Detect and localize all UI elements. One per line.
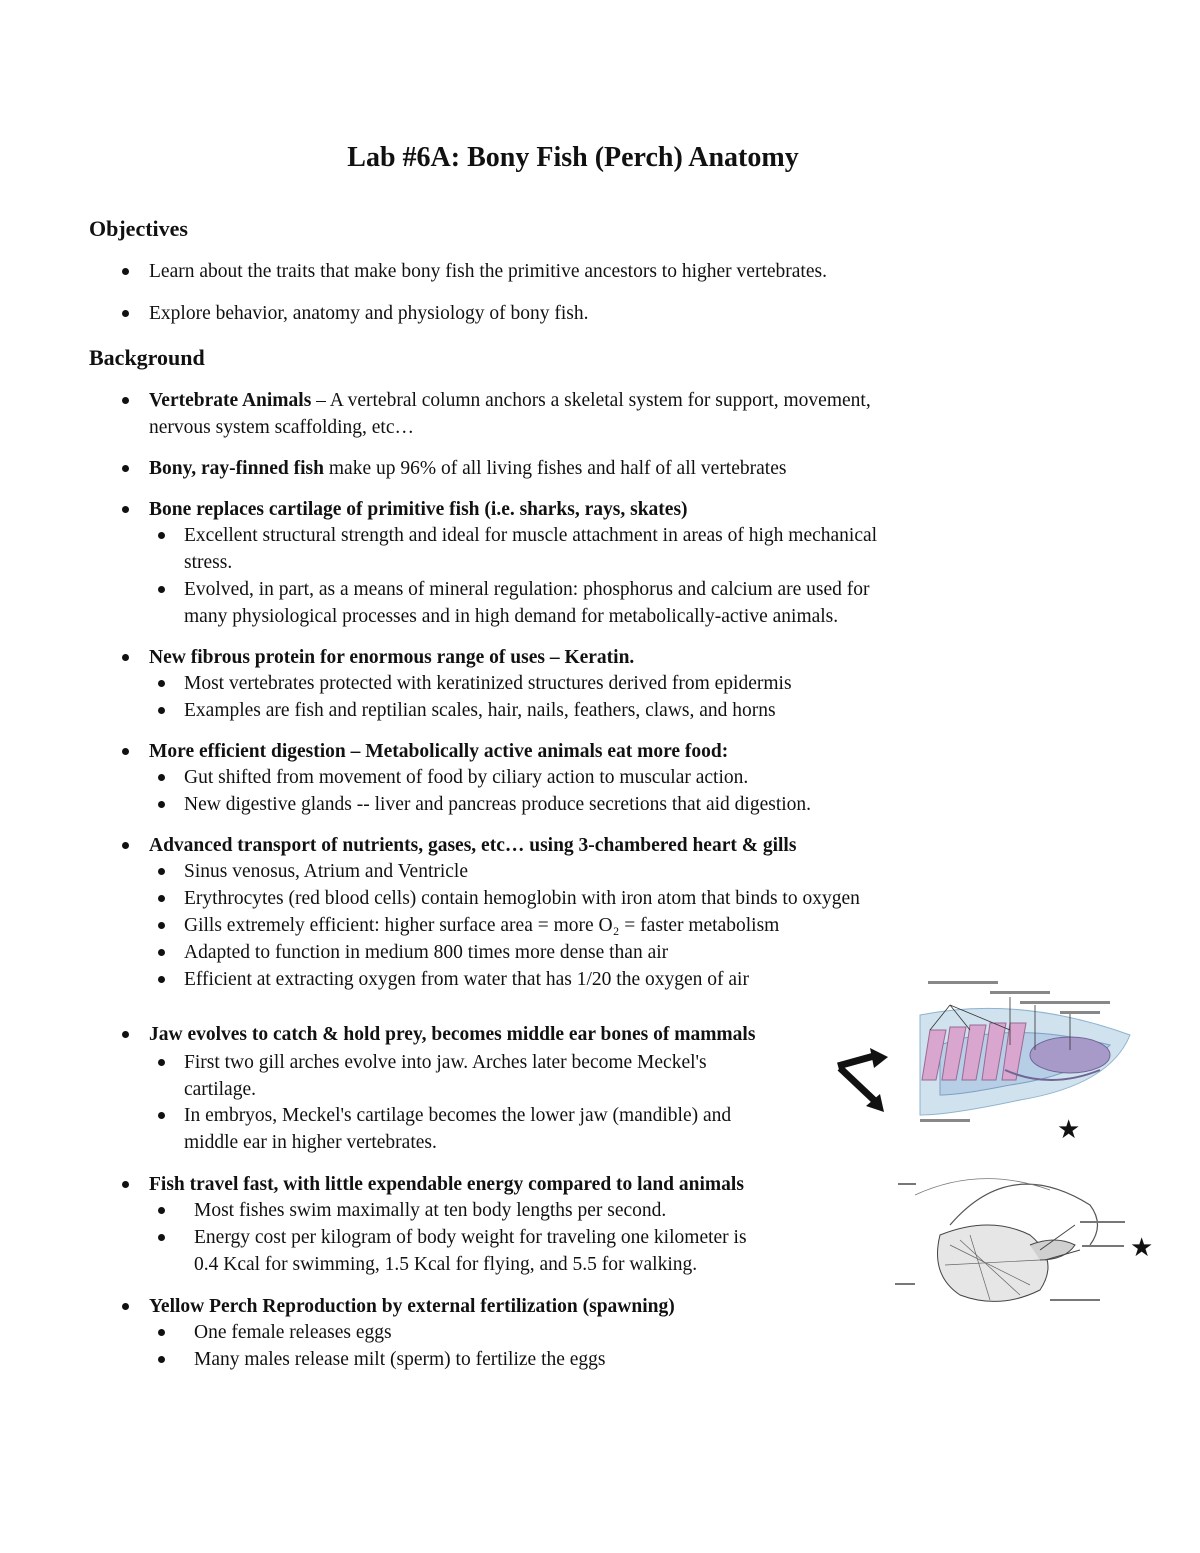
- background-heading: Background: [89, 345, 205, 370]
- star-icon: ★: [1130, 1233, 1154, 1263]
- bent-arrow-icon: [830, 1048, 890, 1114]
- page-title: Lab #6A: Bony Fish (Perch) Anatomy: [347, 142, 799, 173]
- ear-bone-diagram: [890, 1165, 1130, 1315]
- star-icon: ★: [1057, 1115, 1081, 1145]
- document-page: Lab #6A: Bony Fish (Perch) Anatomy Objectives Learn about the traits that make bony fish the primitive ancestors to higher vertebrates. Explore behavior, anatomy and physiology of bony fish. Background Vertebrate Animals – A vertebral column anchors a skeletal system for support, movement, nervous system scaffolding, etc… Bony, ray-finned fish make up 96% of all living fishes and half of all vertebrates Bone replaces cartilage of primitive fish (i.e. sharks, rays, skates) Excellent structural strength and ideal for muscle attachment in areas of high mechanical stress. Evolved, in part, as a means of mineral regulation: phosphorus and calcium are used for many physiological processes and in high demand for metabolically-active animals. New fibrous protein for enormous range of uses – Keratin. Most vertebrates protected with keratinized structures derived from epidermis Examples are fish and reptilian scales, hair, nails, feathers, claws, and horns More efficient digestion – Metabolically active animals eat more food: Gut shifted from movement of food by ciliary action to muscular action. New digestive glands -- liver and pancreas produce secretions that aid digestion. Advanced transport of nutrients, gases, etc… using 3-chambered heart & gills Sinus venosus, Atrium and Ventricle Erythrocytes (red blood cells) contain hemoglobin with iron atom that binds to oxygen Gills extremely efficient: higher surface area = more O₂ = faster metabolism Adapted to function in medium 800 times more dense than air Efficient at extracting oxygen from water that has 1/20 the oxygen of air Jaw evolves to catch & hold prey, becomes middle ear bones of mammals First two gill arches evolve into jaw. Arches later become Meckel's cartilage. In embryos, Meckel's cartilage becomes the lower jaw (mandible) and middle ear in higher vertebrates. Fish travel fast, with little expendable energy compared to land animals Most fishes swim maximally at ten body lengths per second. Energy cost per kilogram of body weight for traveling one kilometer is 0.4 Kcal for swimming, 1.5 Kcal for flying, and 5.5 for walking. Yellow Perch Reproduction by external fertilization (spawning) One female releases eggs Many males release milt (sperm) to fertilize the eggs ★ ★: [0, 0, 1200, 1553]
- gill-arch-jaw-diagram: [910, 975, 1140, 1125]
- objectives-heading: Objectives: [89, 216, 188, 241]
